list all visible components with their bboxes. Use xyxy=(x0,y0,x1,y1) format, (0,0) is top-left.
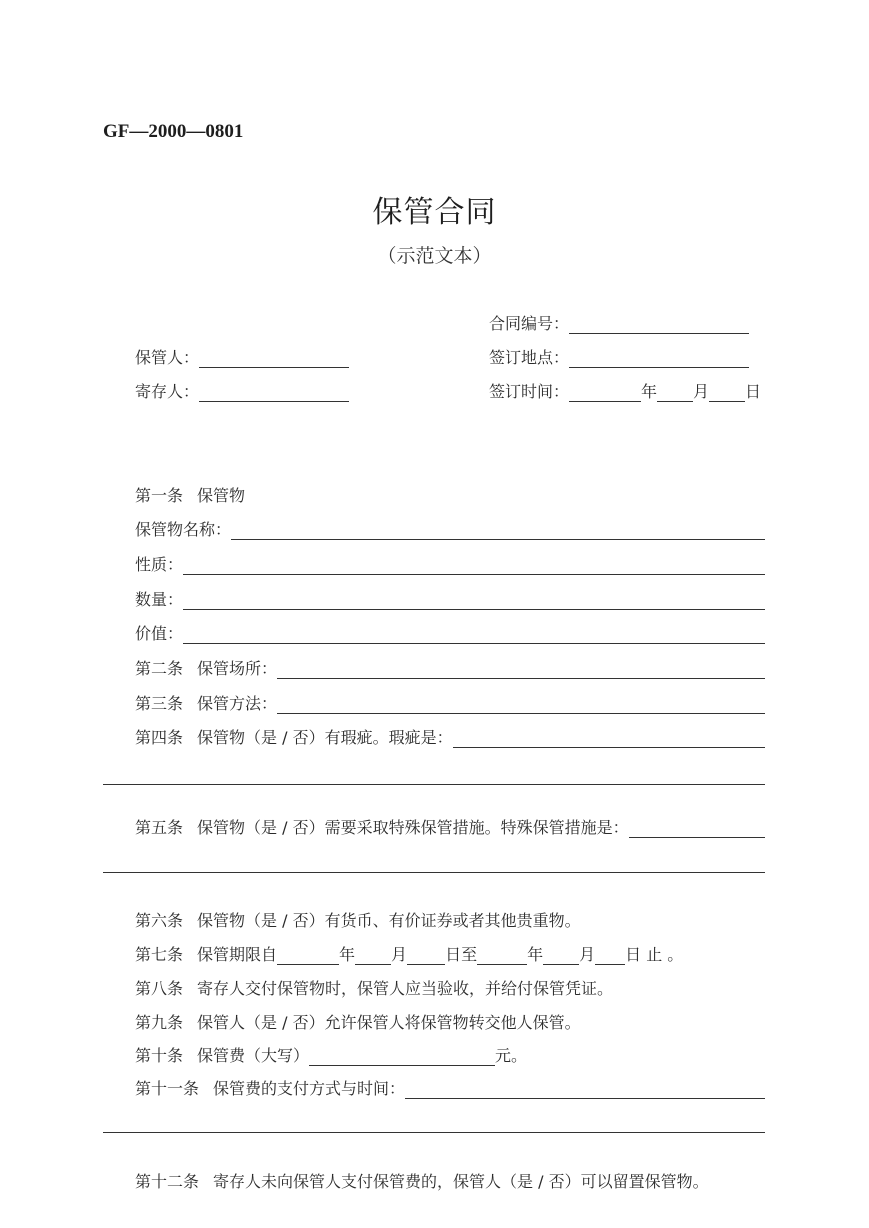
article-5-number: 第五条 xyxy=(135,818,184,837)
end-day-label: 日 止 。 xyxy=(625,945,684,964)
payment-method-field[interactable] xyxy=(405,1081,765,1099)
sign-day-label: 日 xyxy=(745,382,762,401)
defect-continuation-line[interactable] xyxy=(103,784,765,785)
article-12-row xyxy=(135,1172,709,1192)
article-4-number: 第四条 xyxy=(135,728,184,747)
sign-time-label: 签订时间： xyxy=(489,382,570,401)
article-9-row xyxy=(135,1013,581,1033)
sign-year-field[interactable] xyxy=(569,384,641,402)
sign-year-label: 年 xyxy=(641,382,658,401)
article-2-text: 保管场所： xyxy=(197,659,278,678)
article-1-title: 保管物 xyxy=(197,486,246,505)
fee-unit-label: 元。 xyxy=(495,1046,528,1065)
sign-time-row xyxy=(489,382,761,402)
end-month-label: 月 xyxy=(579,945,596,964)
keeper-field[interactable] xyxy=(199,350,349,368)
start-month-field[interactable] xyxy=(355,947,391,965)
article-3-row xyxy=(135,694,765,714)
article-12-text: 寄存人未向保管人支付保管费的，保管人（是 / 否）可以留置保管物。 xyxy=(213,1172,709,1191)
end-month-field[interactable] xyxy=(543,947,579,965)
article-10-row xyxy=(135,1046,527,1066)
depositor-label: 寄存人： xyxy=(135,382,200,401)
sign-day-field[interactable] xyxy=(709,384,745,402)
article-1-number: 第一条 xyxy=(135,486,184,505)
contract-no-field[interactable] xyxy=(569,316,749,334)
article-11-text: 保管费的支付方式与时间： xyxy=(213,1079,406,1098)
article-6-number: 第六条 xyxy=(135,911,184,930)
article-2-row xyxy=(135,659,765,679)
keeper-row xyxy=(135,348,349,368)
article-11-row xyxy=(135,1079,765,1099)
article-4-row xyxy=(135,728,765,748)
sign-month-field[interactable] xyxy=(657,384,693,402)
value-field[interactable] xyxy=(183,626,765,644)
start-day-to-label: 日至 xyxy=(445,945,478,964)
article-7-prefix: 保管期限自 xyxy=(197,945,278,964)
fee-amount-field[interactable] xyxy=(309,1048,495,1066)
depositor-row xyxy=(135,382,349,402)
contract-no-label: 合同编号： xyxy=(489,314,570,333)
document-subtitle: （示范文本） xyxy=(377,245,492,267)
start-year-field[interactable] xyxy=(277,947,339,965)
article-11-number: 第十一条 xyxy=(135,1079,200,1098)
keeper-label: 保管人： xyxy=(135,348,200,367)
quantity-row xyxy=(135,590,765,610)
sign-month-label: 月 xyxy=(693,382,710,401)
quantity-label: 数量： xyxy=(135,590,184,609)
article-10-text: 保管费（大写） xyxy=(197,1046,310,1065)
article-8-number: 第八条 xyxy=(135,979,184,998)
start-year-label: 年 xyxy=(339,945,356,964)
start-day-field[interactable] xyxy=(407,947,445,965)
end-year-label: 年 xyxy=(527,945,544,964)
storage-method-field[interactable] xyxy=(277,696,765,714)
document-title: 保管合同 xyxy=(372,195,497,230)
value-row xyxy=(135,624,765,644)
article-9-number: 第九条 xyxy=(135,1013,184,1032)
nature-field[interactable] xyxy=(183,557,765,575)
article-6-text: 保管物（是 / 否）有货币、有价证券或者其他贵重物。 xyxy=(197,911,581,930)
start-month-label: 月 xyxy=(391,945,408,964)
payment-continuation-line[interactable] xyxy=(103,1132,765,1133)
end-year-field[interactable] xyxy=(477,947,527,965)
article-6-row xyxy=(135,911,581,931)
article-1-heading xyxy=(135,486,245,506)
special-measures-continuation-line[interactable] xyxy=(103,872,765,873)
document-code: GF—2000—0801 xyxy=(103,121,244,142)
article-4-text: 保管物（是 / 否）有瑕疵。瑕疵是： xyxy=(197,728,453,747)
value-label: 价值： xyxy=(135,624,184,643)
article-2-number: 第二条 xyxy=(135,659,184,678)
article-5-text: 保管物（是 / 否）需要采取特殊保管措施。特殊保管措施是： xyxy=(197,818,629,837)
article-3-number: 第三条 xyxy=(135,694,184,713)
contract-no-row xyxy=(489,314,749,334)
item-name-label: 保管物名称： xyxy=(135,520,232,539)
sign-place-row xyxy=(489,348,749,368)
article-5-row xyxy=(135,818,765,838)
article-10-number: 第十条 xyxy=(135,1046,184,1065)
item-name-field[interactable] xyxy=(231,522,765,540)
defect-field[interactable] xyxy=(453,730,765,748)
article-12-number: 第十二条 xyxy=(135,1172,200,1191)
depositor-field[interactable] xyxy=(199,384,349,402)
sign-place-field[interactable] xyxy=(569,350,749,368)
article-8-text: 寄存人交付保管物时，保管人应当验收，并给付保管凭证。 xyxy=(197,979,614,998)
sign-place-label: 签订地点： xyxy=(489,348,570,367)
article-8-row xyxy=(135,979,613,999)
nature-label: 性质： xyxy=(135,555,184,574)
article-3-text: 保管方法： xyxy=(197,694,278,713)
article-7-row xyxy=(135,945,683,965)
article-7-number: 第七条 xyxy=(135,945,184,964)
storage-place-field[interactable] xyxy=(277,661,765,679)
item-name-row xyxy=(135,520,765,540)
article-9-text: 保管人（是 / 否）允许保管人将保管物转交他人保管。 xyxy=(197,1013,581,1032)
quantity-field[interactable] xyxy=(183,592,765,610)
nature-row xyxy=(135,555,765,575)
end-day-field[interactable] xyxy=(595,947,625,965)
special-measures-field[interactable] xyxy=(629,820,765,838)
